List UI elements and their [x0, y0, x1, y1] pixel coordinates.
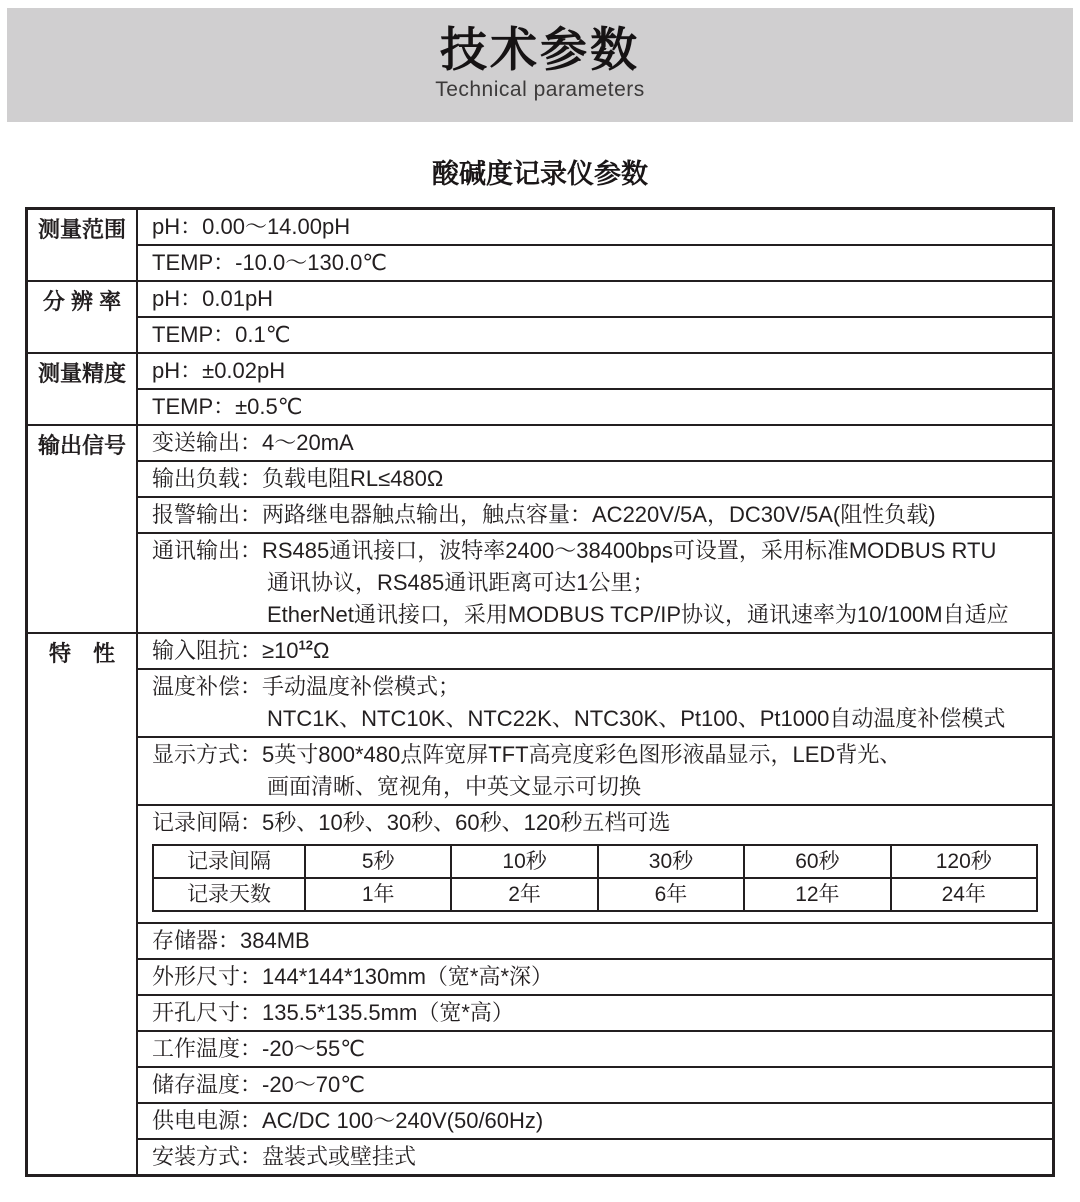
spec-output-comm — [137, 533, 1054, 633]
header-banner — [7, 8, 1073, 122]
spec-output-transmit: 变送输出：4～20mA — [137, 425, 1054, 461]
spec-storage-temp: 储存温度：-20～70℃ — [137, 1067, 1054, 1103]
group-label-features: 特 性 — [27, 633, 138, 1176]
record-table-cell: 30秒 — [598, 845, 744, 878]
spec-resolution-ph: pH：0.01pH — [137, 281, 1054, 317]
spec-display-mode — [137, 737, 1054, 805]
spec-output-alarm: 报警输出：两路继电器触点输出，触点容量：AC220V/5A，DC30V/5A(阻性负载) — [137, 497, 1054, 533]
table-row — [27, 533, 1054, 633]
group-label-resolution: 分 辨 率 — [27, 281, 138, 353]
impedance-unit: Ω — [313, 638, 330, 663]
comm-line-1: 通讯输出：RS485通讯接口，波特率2400～38400bps可设置，采用标准MODBUS RTU — [152, 538, 997, 563]
record-table-cell: 1年 — [305, 878, 451, 911]
table-row — [27, 425, 1054, 461]
temp-comp-line-2: NTC1K、NTC10K、NTC22K、NTC30K、Pt100、Pt1000自动温度补偿模式 — [267, 706, 1006, 731]
table-row — [27, 805, 1054, 923]
table-row — [27, 633, 1054, 669]
table-row — [27, 389, 1054, 425]
table-row — [27, 317, 1054, 353]
group-label-accuracy: 测量精度 — [27, 353, 138, 425]
table-row — [27, 497, 1054, 533]
record-table-cell: 10秒 — [451, 845, 597, 878]
spec-resolution-temp: TEMP：0.1℃ — [137, 317, 1054, 353]
spec-record-interval — [137, 805, 1054, 923]
table-row — [27, 1139, 1054, 1176]
impedance-exponent: 12 — [298, 637, 314, 653]
spec-memory: 存储器：384MB — [137, 923, 1054, 959]
spec-working-temp: 工作温度：-20～55℃ — [137, 1031, 1054, 1067]
record-table-cell: 6年 — [598, 878, 744, 911]
record-table-cell: 24年 — [891, 878, 1037, 911]
spec-range-temp: TEMP：-10.0～130.0℃ — [137, 245, 1054, 281]
record-table-cell: 2年 — [451, 878, 597, 911]
table-row — [27, 461, 1054, 497]
table-row — [27, 737, 1054, 805]
table-row — [27, 245, 1054, 281]
spec-cutout-size: 开孔尺寸：135.5*135.5mm（宽*高） — [137, 995, 1054, 1031]
comm-line-3: EtherNet通讯接口，采用MODBUS TCP/IP协议，通讯速率为10/100M自适应 — [267, 602, 1009, 627]
record-table-cell: 5秒 — [305, 845, 451, 878]
display-line-2: 画面清晰、宽视角，中英文显示可切换 — [267, 774, 642, 799]
impedance-prefix: 输入阻抗：≥10 — [152, 638, 299, 663]
spec-input-impedance — [137, 633, 1054, 669]
spec-accuracy-temp: TEMP：±0.5℃ — [137, 389, 1054, 425]
record-table-cell: 12年 — [744, 878, 890, 911]
record-table-cell: 记录间隔 — [153, 845, 305, 878]
display-line-1: 显示方式：5英寸800*480点阵宽屏TFT高亮度彩色图形液晶显示，LED背光、 — [152, 742, 902, 767]
spec-output-load: 输出负载：负载电阻RL≤480Ω — [137, 461, 1054, 497]
table-row — [27, 353, 1054, 389]
table-row — [27, 281, 1054, 317]
table-row — [27, 1067, 1054, 1103]
table-row — [27, 959, 1054, 995]
temp-comp-line-1: 温度补偿：手动温度补偿模式； — [152, 674, 461, 699]
section-title: 酸碱度记录仪参数 — [432, 159, 648, 189]
spec-temp-compensation — [137, 669, 1054, 737]
spec-table — [25, 207, 1055, 1177]
comm-line-2: 通讯协议，RS485通讯距离可达1公里； — [267, 570, 655, 595]
record-table-cell: 记录天数 — [153, 878, 305, 911]
spec-power-supply: 供电电源：AC/DC 100～240V(50/60Hz) — [137, 1103, 1054, 1139]
record-table-cell: 120秒 — [891, 845, 1037, 878]
table-row — [27, 923, 1054, 959]
spec-mounting: 安装方式：盘装式或壁挂式 — [137, 1139, 1054, 1176]
banner-subtitle: Technical parameters — [435, 78, 645, 101]
banner-title: 技术参数 — [440, 23, 640, 76]
group-label-measure-range: 测量范围 — [27, 209, 138, 282]
record-interval-text: 记录间隔：5秒、10秒、30秒、60秒、120秒五档可选 — [152, 810, 671, 835]
table-row — [27, 1103, 1054, 1139]
spec-dimensions: 外形尺寸：144*144*130mm（宽*高*深） — [137, 959, 1054, 995]
spec-range-ph: pH：0.00～14.00pH — [137, 209, 1054, 246]
table-row — [27, 1031, 1054, 1067]
record-table-cell: 60秒 — [744, 845, 890, 878]
table-row — [27, 669, 1054, 737]
record-days-row — [153, 878, 1037, 911]
record-interval-table — [152, 844, 1038, 912]
table-row — [27, 209, 1054, 246]
spec-accuracy-ph: pH：±0.02pH — [137, 353, 1054, 389]
record-interval-row — [153, 845, 1037, 878]
group-label-output-signal: 输出信号 — [27, 425, 138, 633]
table-row — [27, 995, 1054, 1031]
